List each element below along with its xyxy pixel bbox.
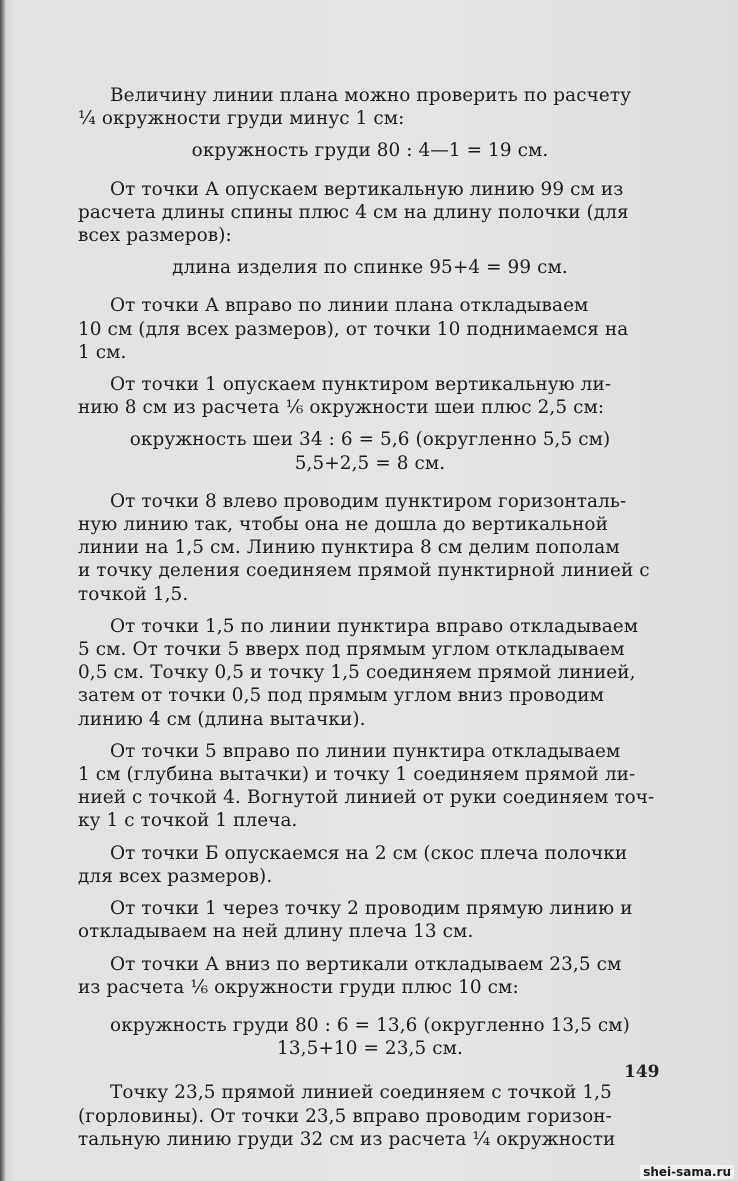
paragraph-dart-depth: От точки 5 вправо по линии пунктира откладываем 1 см (глубина вытачки) и точку 1 соединяем прямой ли- нией с точкой 4. Вогнутой линией от руки соединяем точ- ку 1 с точкой 1 плеча. bbox=[78, 740, 655, 832]
page-number: 149 bbox=[624, 1062, 660, 1082]
paragraph-shoulder-slope: От точки Б опускаемся на 2 см (скос плеча полочки для всех размеров). bbox=[78, 842, 628, 887]
formula-garment-length: длина изделия по спинке 95+4 = 99 см. bbox=[172, 257, 568, 279]
formula-chest-sixth: окружность груди 80 : 6 = 13,6 (округленно 13,5 см) 13,5+10 = 23,5 см. bbox=[110, 1014, 630, 1060]
paragraph-vertical-line: От точки А опускаем вертикальную линию 99 см из расчета длины спины плюс 4 см на длину полочки (для всех размеров): bbox=[78, 178, 629, 247]
paragraph-dotted-vertical: От точки 1 опускаем пунктиром вертикальную ли- нию 8 см из расчета ⅙ окружности шеи плюс 2,5 см: bbox=[78, 374, 612, 419]
paragraph-chest-depth: От точки А вниз по вертикали откладываем 23,5 см из расчета ⅙ окружности груди плюс 10 см: bbox=[78, 953, 622, 998]
page-binding-edge bbox=[0, 0, 6, 1181]
page-body-text bbox=[78, 84, 662, 1151]
formula-chest-quarter: окружность груди 80 : 4—1 = 19 см. bbox=[191, 140, 549, 162]
formula-neck: окружность шеи 34 : 6 = 5,6 (округленно 5,5 см) 5,5+2,5 = 8 см. bbox=[129, 429, 611, 474]
paragraph-horizontal-dotted: От точки 8 влево проводим пунктиром горизонталь- ную линию так, чтобы она не дошла до вертикальной линии на 1,5 см. Линию пунктира 8 см делим пополам и точку деления соединяем прямой пунктирной линией с точкой 1,5. bbox=[78, 490, 650, 605]
paragraph-shoulder-length: От точки 1 через точку 2 проводим прямую линию и откладываем на ней длину плеча 13 см. bbox=[78, 898, 633, 943]
paragraph-plan-line-right: От точки А вправо по линии плана откладываем 10 см (для всех размеров), от точки 10 поднимаемся на 1 см. bbox=[78, 295, 629, 363]
paragraph-plan-line-check: Величину линии плана можно проверить по расчету ¼ окружности груди минус 1 см: bbox=[78, 85, 632, 130]
paragraph-dart: От точки 1,5 по линии пунктира вправо откладываем 5 см. От точки 5 вверх под прямым углом откладываем 0,5 см. Точку 0,5 и точку 1,5 соединяем прямой линией, затем от точки 0,5 под прямым углом вниз проводим линию 4 см (длина вытачки). bbox=[78, 615, 639, 730]
site-watermark: shei-sama.ru bbox=[640, 1165, 734, 1179]
paragraph-chest-line: Точку 23,5 прямой линией соединяем с точкой 1,5 (горловины). От точки 23,5 вправо проводим горизон- тальную линию груди 32 см из расчета ¼ окружности bbox=[78, 1082, 616, 1150]
